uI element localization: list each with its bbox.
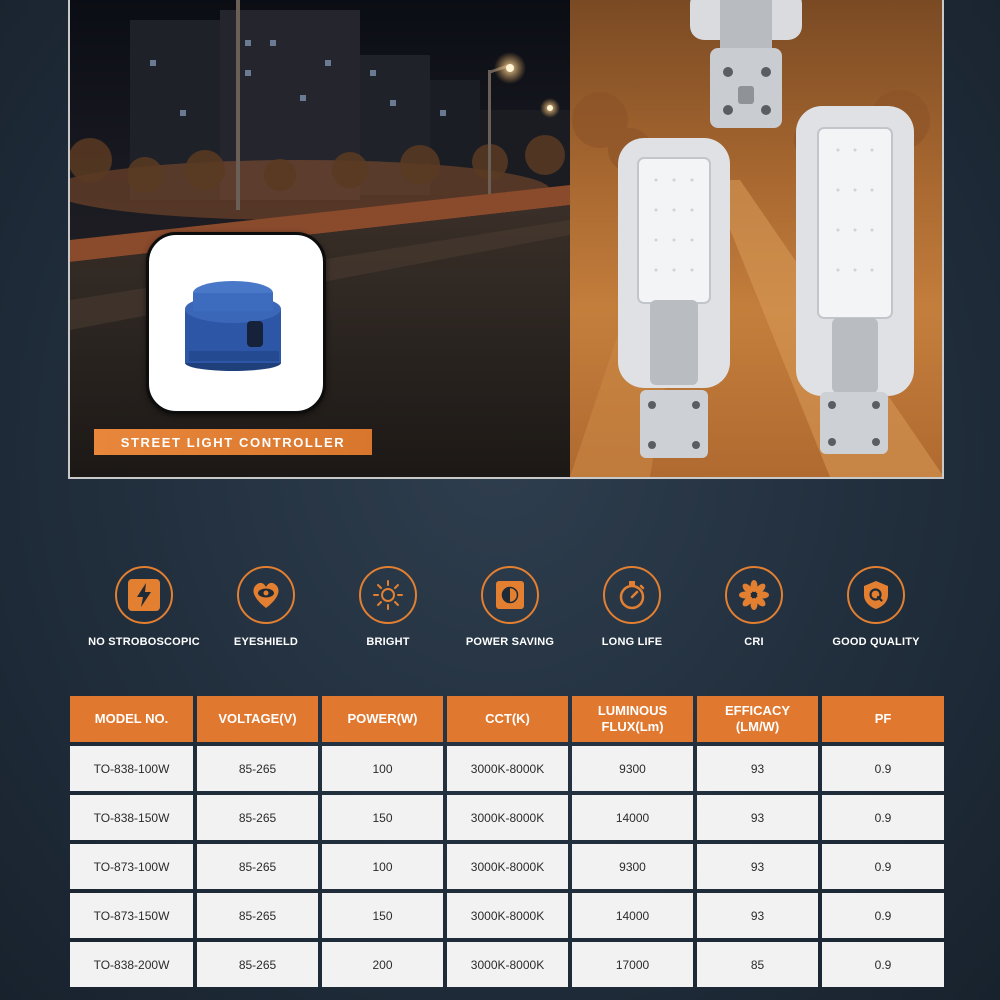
- table-cell: 9300: [572, 746, 693, 791]
- feature-icon-circle: [115, 566, 173, 624]
- feature-icon-circle: [847, 566, 905, 624]
- street-light-controller-label: STREET LIGHT CONTROLLER: [94, 429, 372, 455]
- table-cell: 3000K-8000K: [447, 746, 568, 791]
- feature-label: POWER SAVING: [465, 636, 555, 648]
- table-cell: 0.9: [822, 844, 944, 889]
- table-cell: TO-838-150W: [70, 795, 193, 840]
- sun-icon: [371, 578, 405, 612]
- table-cell: TO-873-150W: [70, 893, 193, 938]
- features-row: [72, 566, 942, 656]
- shield-q-icon: [859, 578, 893, 612]
- table-cell: 14000: [572, 893, 693, 938]
- spec-table: [70, 696, 944, 1000]
- table-header: MODEL NO.: [70, 696, 193, 742]
- feature-label: LONG LIFE: [601, 636, 663, 648]
- table-cell: 93: [697, 844, 818, 889]
- feature-icon-circle: [237, 566, 295, 624]
- table-header: LUMINOUS FLUX(Lm): [572, 696, 693, 742]
- feature-icon-circle: [481, 566, 539, 624]
- street-light-products-photo: [570, 0, 944, 477]
- feature-icon-circle: [603, 566, 661, 624]
- feature-label: NO STROBOSCOPIC: [88, 636, 200, 648]
- hero-banner: [68, 0, 944, 479]
- flower-icon: [737, 578, 771, 612]
- table-cell: 85: [697, 942, 818, 987]
- table-cell: 150: [322, 795, 443, 840]
- street-light-top: [690, 0, 802, 128]
- table-cell: 9300: [572, 844, 693, 889]
- feature-label: CRI: [744, 636, 764, 648]
- table-cell: 93: [697, 746, 818, 791]
- table-cell: 3000K-8000K: [447, 795, 568, 840]
- table-header: CCT(K): [447, 696, 568, 742]
- table-cell: TO-873-100W: [70, 844, 193, 889]
- power-saving-icon: [493, 578, 527, 612]
- table-cell: 85-265: [197, 844, 318, 889]
- table-cell: 14000: [572, 795, 693, 840]
- night-street-scene: [70, 0, 570, 477]
- feature-long-life: [562, 566, 702, 648]
- table-cell: 0.9: [822, 746, 944, 791]
- table-cell: 3000K-8000K: [447, 844, 568, 889]
- photocell-controller-image: [149, 235, 317, 405]
- table-cell: 17000: [572, 942, 693, 987]
- feature-power-saving: [440, 566, 580, 648]
- table-cell: 0.9: [822, 942, 944, 987]
- table-cell: 100: [322, 844, 443, 889]
- table-cell: 85-265: [197, 942, 318, 987]
- eye-heart-icon: [249, 578, 283, 612]
- feature-bright: [318, 566, 458, 648]
- table-cell: 100: [322, 746, 443, 791]
- feature-icon-circle: [725, 566, 783, 624]
- table-cell: 150: [322, 893, 443, 938]
- feature-icon-circle: [359, 566, 417, 624]
- controller-product-card: [146, 232, 326, 414]
- feature-good-quality: [806, 566, 946, 648]
- table-cell: 85-265: [197, 795, 318, 840]
- feature-cri: [684, 566, 824, 648]
- table-cell: 93: [697, 795, 818, 840]
- table-cell: TO-838-100W: [70, 746, 193, 791]
- table-header: EFFICACY (LM/W): [697, 696, 818, 742]
- table-cell: 3000K-8000K: [447, 942, 568, 987]
- table-cell: 3000K-8000K: [447, 893, 568, 938]
- table-header: POWER(W): [322, 696, 443, 742]
- feature-label: BRIGHT: [366, 636, 410, 648]
- table-cell: 85-265: [197, 746, 318, 791]
- feature-label: GOOD QUALITY: [832, 636, 920, 648]
- night-street-photo: [70, 0, 570, 477]
- table-cell: 0.9: [822, 893, 944, 938]
- table-cell: 200: [322, 942, 443, 987]
- feature-label: EYESHIELD: [233, 636, 299, 648]
- table-header: PF: [822, 696, 944, 742]
- table-header: VOLTAGE(V): [197, 696, 318, 742]
- feature-no-stroboscopic: [74, 566, 214, 648]
- feature-eyeshield: [196, 566, 336, 648]
- table-cell: 0.9: [822, 795, 944, 840]
- table-cell: 85-265: [197, 893, 318, 938]
- table-cell: 93: [697, 893, 818, 938]
- stopwatch-icon: [615, 578, 649, 612]
- lightning-icon: [127, 578, 161, 612]
- table-cell: TO-838-200W: [70, 942, 193, 987]
- street-lights-scene: [570, 0, 944, 477]
